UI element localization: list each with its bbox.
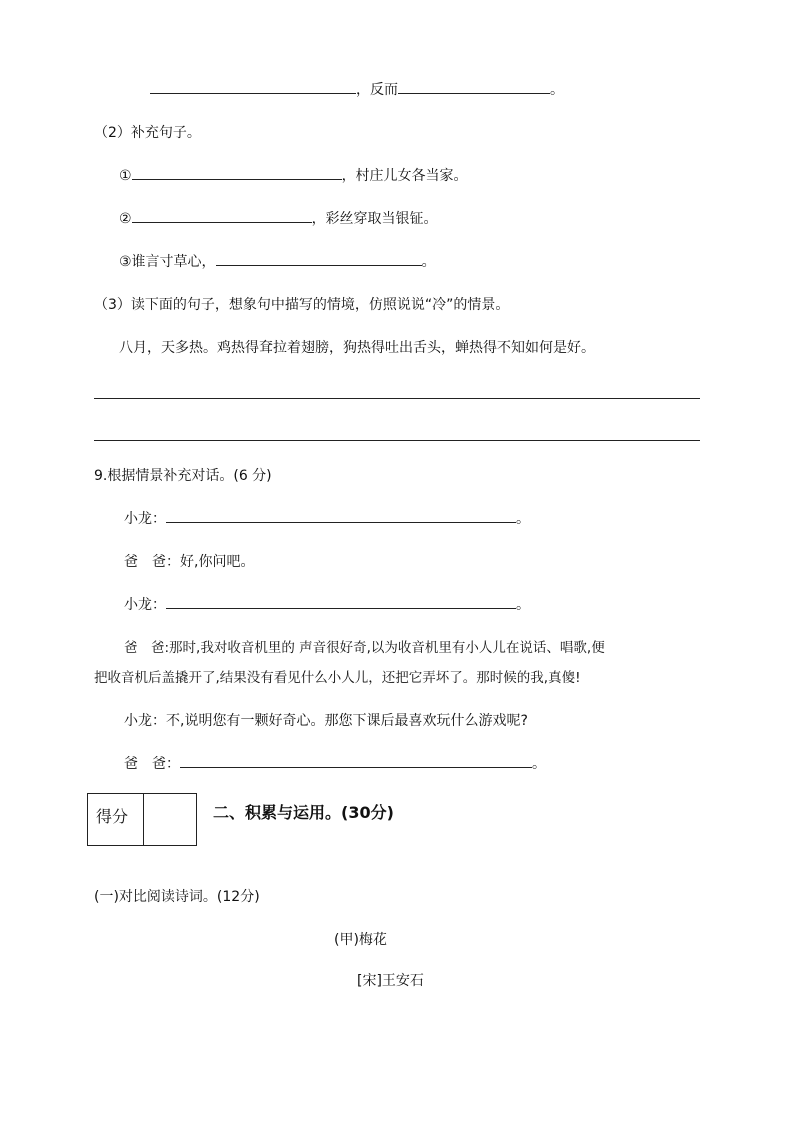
- question-3-example: 八月，天多热。鸡热得耷拉着翅膀，狗热得吐出舌头，蝉热得不知如何是好。: [119, 340, 595, 356]
- dialogue-line-continued: 把收音机后盖撬开了,结果没有看见什么小人儿，还把它弄坏了。那时候的我,真傻!: [94, 670, 581, 686]
- answer-blank[interactable]: [180, 754, 532, 768]
- dialogue-line: 小龙： 。: [124, 511, 530, 527]
- answer-blank[interactable]: [398, 80, 550, 94]
- answer-line[interactable]: [94, 398, 700, 399]
- question-2-item-1: ① ，村庄儿女各当家。: [119, 168, 468, 184]
- score-label: 得分: [88, 794, 144, 845]
- poem-author: [宋]王安石: [357, 973, 424, 989]
- answer-blank[interactable]: [166, 595, 516, 609]
- dialogue-line: 爸 爸：好,你问吧。: [124, 554, 255, 570]
- question-2-item-2: ② ，彩丝穿取当银钲。: [119, 211, 438, 227]
- section-heading: 二、积累与运用。(30分): [213, 803, 394, 822]
- question-2-item-3: ③谁言寸草心， 。: [119, 254, 436, 270]
- answer-blank[interactable]: [132, 166, 342, 180]
- dialogue-line: 小龙：不,说明您有一颗好奇心。那您下课后最喜欢玩什么游戏呢?: [124, 713, 528, 729]
- question-3-label: （3）读下面的句子，想象句中描写的情境，仿照说说“冷”的情景。: [94, 297, 510, 313]
- poem-title: (甲)梅花: [334, 932, 387, 948]
- question-2-label: （2）补充句子。: [94, 125, 201, 141]
- dialogue-line: 爸 爸:那时,我对收音机里的 声音很好奇,以为收音机里有小人儿在说话、唱歌,便: [124, 640, 605, 656]
- answer-blank[interactable]: [132, 209, 312, 223]
- answer-blank[interactable]: [166, 509, 516, 523]
- score-input-cell[interactable]: [144, 794, 196, 845]
- dialogue-line: 爸 爸： 。: [124, 756, 546, 772]
- answer-line[interactable]: [94, 440, 700, 441]
- fill-line-top: ，反而 。: [150, 80, 564, 100]
- dialogue-line: 小龙： 。: [124, 597, 530, 613]
- part-1-label: (一)对比阅读诗词。(12分): [94, 889, 260, 905]
- question-9-label: 9.根据情景补充对话。(6 分): [94, 468, 272, 484]
- score-box: [87, 793, 197, 846]
- answer-blank[interactable]: [150, 80, 356, 94]
- answer-blank[interactable]: [216, 252, 422, 266]
